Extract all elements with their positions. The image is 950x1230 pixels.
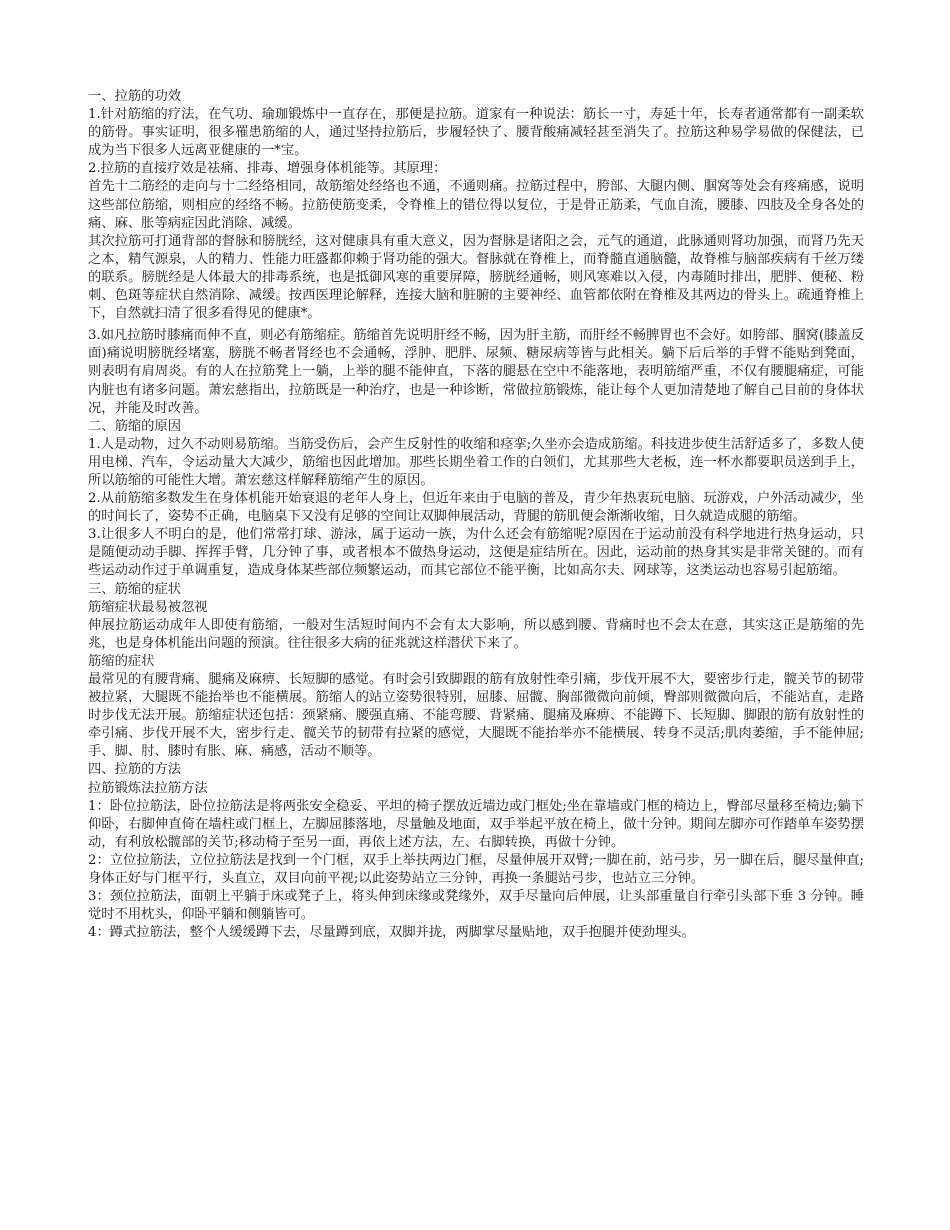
heading-1: 一、拉筋的功效 — [88, 89, 182, 104]
paragraph: 1.人是动物，过久不动则易筋缩。当筋受伤后，会产生反射性的收缩和痉挛;久坐亦会造成筋缩。科技进步使生活舒适多了，多数人使用电梯、汽车，令运动量大大减少，筋缩也因此增加。那些长期坐着工作的白领们，尤其那些大老板，连一杯水都要职员送到手上，所以筋缩的可能性大增。萧宏慈这样解释筋缩产生的原因。 — [88, 436, 864, 488]
paragraph: 1：卧位拉筋法，卧位拉筋法是将两张安全稳妥、平坦的椅子摆放近墙边或门框处;坐在靠墙或门框的椅边上，臀部尽量移至椅边;躺下仰卧，右脚伸直倚在墙柱或门框上，左脚屈膝落地，尽量触及地面，双手举起平放在椅上，做十分钟。期间左脚亦可作踏单车姿势摆动，有利放松髋部的关节;移动椅子至另一面，再依上述方法，左、右脚转换，再做十分钟。 — [88, 798, 864, 850]
paragraph: 3.让很多人不明白的是，他们常常打球、游泳，属于运动一族，为什么还会有筋缩呢?原因在于运动前没有科学地进行热身运动，只是随便动动手脚、挥挥手臂，几分钟了事，或者根本不做热身运动，这便是症结所在。因此，运动前的热身其实是非常关键的。而有些运动动作过于单调重复，造成身体某些部位频繁运动，而其它部位不能平衡，比如高尔夫、网球等，这类运动也容易引起筋缩。 — [88, 527, 864, 579]
paragraph: 最常见的有腰背痛、腿痛及麻痹、长短脚的感觉。有时会引致脚跟的筋有放射性牵引痛，步伐开展不大，要密步行走，髋关节的韧带被拉紧，大腿既不能抬举也不能横展。筋缩人的站立姿势很特别，屈膝、屈髋、胸部微微向前倾，臀部则微微向后，不能站直，走路时步伐无法开展。筋缩症状还包括：颈紧痛、腰强直痛、不能弯腰、背紧痛、腿痛及麻痹、不能蹲下、长短脚、脚跟的筋有放射性的牵引痛、步伐开展不大，密步行走、髋关节的韧带有拉紧的感觉，大腿既不能抬举亦不能横展、转身不灵活;肌肉萎缩，手不能伸屈;手、脚、肘、膝时有胀、麻、痛感，活动不顺等。 — [88, 672, 864, 760]
paragraph: 4：蹲式拉筋法，整个人缓缓蹲下去，尽量蹲到底，双脚并拢，两脚掌尽量贴地，双手抱腿并使劲埋头。 — [88, 925, 695, 941]
paragraph: 3.如凡拉筋时膝痛而伸不直，则必有筋缩症。筋缩首先说明肝经不畅，因为肝主筋，而肝经不畅脾胃也不会好。如胯部、腘窝(膝盖反面)痛说明膀胱经堵塞，膀胱不畅者肾经也不会通畅，浮肿、肥胖、尿频、糖尿病等皆与此相关。躺下后后举的手臂不能贴到凳面，则表明有肩周炎。有的人在拉筋凳上一躺，上举的腿不能伸直，下落的腿悬在空中不能落地，表明筋缩严重，不仅有腰腿痛症，可能内脏也有诸多问题。萧宏慈指出，拉筋既是一种治疗，也是一种诊断，常做拉筋锻炼，能让每个人更加清楚地了解自己目前的身体状况，并能及时改善。 — [88, 328, 864, 416]
subheading: 筋缩的症状 — [88, 653, 155, 669]
paragraph: 2.拉筋的直接疗效是祛痛、排毒、增强身体机能等。其原理： — [88, 161, 447, 177]
heading-4: 四、拉筋的方法 — [88, 762, 182, 778]
paragraph: 3：颈位拉筋法，面朝上平躺于床或凳子上，将头伸到床缘或凳缘外，双手尽量向后伸展，让头部重量自行牵引头部下垂 3 分钟。睡觉时不用枕头，仰卧平躺和侧躺皆可。 — [88, 889, 864, 923]
heading-2: 二、筋缩的原因 — [88, 418, 182, 434]
paragraph: 1.针对筋缩的疗法，在气功、瑜珈锻炼中一直存在，那便是拉筋。道家有一种说法：筋长一寸，寿延十年，长寿者通常都有一副柔软的筋骨。事实证明，很多罹患筋缩的人，通过坚持拉筋后，步履轻快了、腰背酸痛减轻甚至消失了。拉筋这种易学易做的保健法，已成为当下很多人远离亚健康的一*宝。 — [88, 107, 864, 159]
subheading: 筋缩症状最易被忽视 — [88, 599, 208, 615]
paragraph: 其次拉筋可打通背部的督脉和膀胱经，这对健康具有重大意义，因为督脉是诸阳之会，元气的通道，此脉通则肾功加强，而肾乃先天之本，精气源泉，人的精力、性能力旺盛都仰赖于肾功能的强大。督脉就在脊椎上，而脊髓直通脑髓，故脊椎与脑部疾病有千丝万缕的联系。膀胱经是人体最大的排毒系统，也是抵御风寒的重要屏障，膀胱经通畅，则风寒难以入侵，内毒随时排出，肥胖、便秘、粉刺、色斑等症状自然消除、减缓。按西医理论解释，连接大脑和脏腑的主要神经、血管都依附在脊椎及其两边的骨头上。疏通脊椎上下，自然就扫清了很多看得见的健康*。 — [88, 233, 864, 322]
subheading: 拉筋锻炼法拉筋方法 — [88, 780, 208, 796]
paragraph: 2：立位拉筋法，立位拉筋法是找到一个门框，双手上举扶两边门框，尽量伸展开双臂;一脚在前，站弓步，另一脚在后，腿尽量伸直;身体正好与门框平行，头直立，双目向前平视;以此姿势站立三分钟，再换一条腿站弓步，也站立三分钟。 — [88, 852, 864, 887]
paragraph: 伸展拉筋运动成年人即使有筋缩，一般对生活短时间内不会有太大影响，所以感到腰、背痛时也不会太在意，其实这正是筋缩的先兆，也是身体机能出问题的预演。往往很多大病的征兆就这样潜伏下来了。 — [88, 617, 864, 651]
heading-3: 三、筋缩的症状 — [88, 581, 182, 597]
document-body — [88, 88, 864, 942]
paragraph: 首先十二筋经的走向与十二经络相同，故筋缩处经络也不通，不通则痛。拉筋过程中，胯部、大腿内侧、腘窝等处会有疼痛感，说明这些部位筋缩，则相应的经络不畅。拉筋使筋变柔，令脊椎上的错位得以复位，于是骨正筋柔，气血自流，腰膝、四肢及全身各处的痛、麻、胀等病症因此消除、减缓。 — [88, 179, 864, 231]
paragraph: 2.从前筋缩多数发生在身体机能开始衰退的老年人身上，但近年来由于电脑的普及，青少年热衷玩电脑、玩游戏，户外活动减少，坐的时间长了，姿势不正确，电脑桌下又没有足够的空间让双脚伸展活动，背腿的筋肌便会渐渐收缩，日久就造成腿的筋缩。 — [88, 491, 864, 525]
